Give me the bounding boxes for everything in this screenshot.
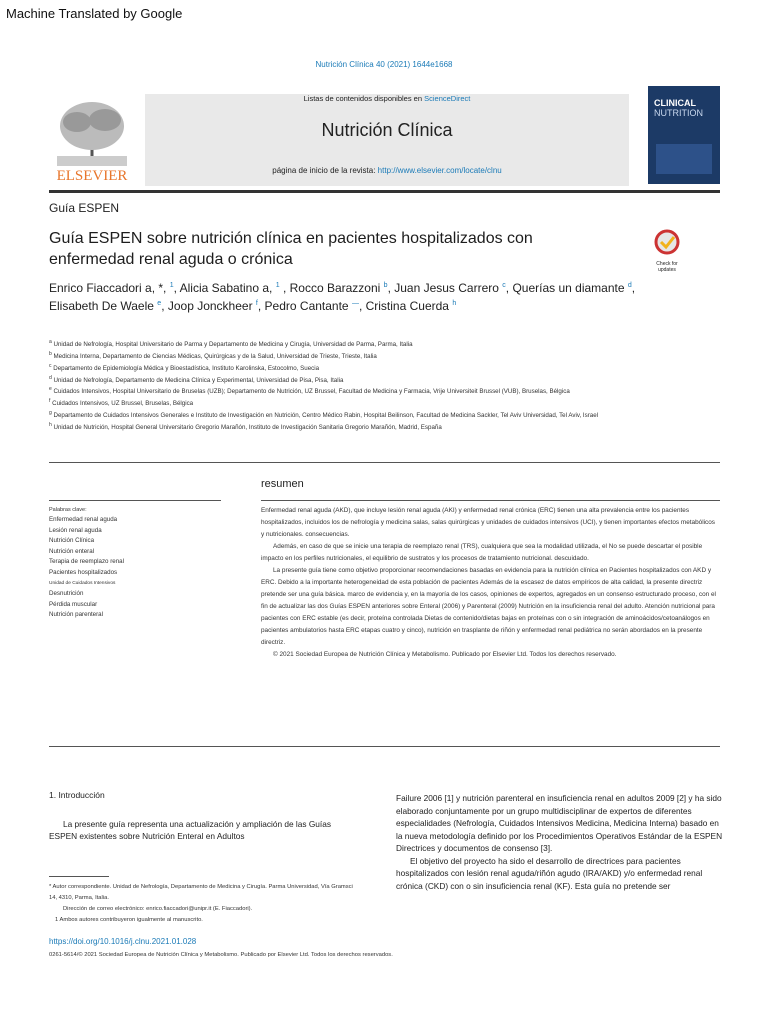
article-type: Guía ESPEN [49,201,120,215]
abstract-heading: resumen [261,478,304,490]
intro-paragraph: La presente guía representa una actualización y ampliación de las Guías ESPEN existentes sobre Nutrición Enteral en Adultos [49,819,331,841]
author-name: , Elisabeth De Waele [49,281,636,313]
doi-link[interactable]: https://doi.org/10.1016/j.clnu.2021.01.028 [49,937,197,946]
keyword-item: Nutrición enteral [49,547,95,555]
author-name: , Alicia Sabatino a, [173,281,276,295]
article-title: Guía ESPEN sobre nutrición clínica en pacientes hospitalizados con enfermedad renal aguda o crónica [49,230,533,268]
affiliation-label: f [49,398,51,405]
affiliation-text: Unidad de Nutrición, Hospital General Universitario Gregorio Marañón, Instituto de Investigación Sanitaria Gregorio Marañón, Madrid, España [51,424,442,432]
author-name: , Querías un diamante [505,281,628,295]
author-affiliation-ref[interactable]: e [157,300,162,307]
keyword-item: Desnutrición [49,590,84,598]
affiliation-label: a [49,339,52,345]
author-affiliation-ref[interactable]: h [452,300,457,307]
affiliation-item [49,409,689,421]
sciencedirect-link[interactable]: ScienceDirect [424,94,471,103]
author-name: , Cristina Cuerda [358,299,453,313]
body-paragraph: El objetivo del proyecto ha sido el desarrollo de directrices para pacientes hospitalizados con lesión renal aguda/riñón agudo (IRA/AKD) y/o enfermedad renal crónica (CKD) con o sin insuficiencia renal (KF). Esta guía no pretende ser [396,855,703,891]
abstract-rule [261,500,720,501]
journal-masthead [145,94,629,186]
author-list [49,278,649,314]
affiliation-text: Cuidados Intensivos, UZ Brussel, Bruselas, Bélgica [50,400,194,408]
author-affiliation-ref[interactable]: b [383,282,388,289]
abstract-end-rule [49,746,720,747]
affiliation-text: Departamento de Cuidados Intensivos Generales e Instituto de Investigación en Nutrición, Centro Médico Rabin, Hospital Beilinson, Facultad de Medicina Sackler, Tel Aviv Universidad, Tel Aviv, Israel [51,412,599,420]
affiliation-label: b [49,350,52,357]
affiliation-text: Unidad de Nefrología, Hospital Universitario de Parma y Departamento de Medicina y Cirugía, Universidad de Parma, Parma, Italia [51,341,413,349]
author-affiliation-ref[interactable]: d [627,282,632,289]
check-for-updates-icon[interactable]: Check for updates [647,228,687,268]
translation-note: Machine Translated by Google [6,6,183,21]
keyword-item: Pérdida muscular [49,600,98,608]
author-affiliation-ref[interactable]: c [502,282,506,289]
affiliation-item [49,362,689,374]
abstract-text [261,505,719,661]
keywords-title: Palabras clave: [49,507,87,513]
affiliation-label: g [49,410,52,417]
affiliation-item [49,421,689,433]
section-heading: 1. Introducción [49,790,105,800]
keyword-item: Terapia de reemplazo renal [49,558,124,566]
journal-cover: CLINICAL NUTRITION [648,86,720,184]
journal-name: Nutrición Clínica [321,120,453,140]
header-rule [49,190,720,193]
affiliation-label: d [49,374,52,381]
affiliation-item [49,350,689,362]
affiliation-label: h [49,422,52,429]
journal-citation[interactable]: Nutrición Clínica 40 (2021) 1644e1668 [315,60,453,69]
footnote-rule [49,876,109,877]
keyword-item: Pacientes hospitalizados [49,568,118,576]
author-affiliation-ref[interactable]: 1 [275,282,280,289]
author-name: , Joop Jonckheer [161,299,256,313]
affiliation-label: e [49,386,52,393]
abstract-paragraph: Además, en caso de que se inicie una terapia de reemplazo renal (TRS), cualquiera que sea la modalidad utilizada, el No se puede descartar el posible impacto en los perfiles nutricionales, el equilibrio de sustratos y los procesos de tratamiento nutricional. descuidado. [261,543,703,562]
author-name: , Pedro Cantante [257,299,352,313]
abstract-paragraph: Enfermedad renal aguda (AKD), que incluye lesión renal aguda (AKI) y enfermedad renal crónica (ERC) tienen una alta prevalencia entre los pacientes hospitalizados, incluidos los de nefrología y medicina salas, salas quirúrgicas y unidades de cuidados intensivos (UCI), y tienen importantes efectos metabólicos y nutricionales. consecuencias. [261,507,715,538]
abstract-paragraph: La presente guía tiene como objetivo proporcionar recomendaciones basadas en evidencia para la nutrición clínica en Pacientes hospitalizados con AKD y ERC. Debido a la importante heterogeneidad de esta población de pacientes Además de la escasez de datos empíricos de alta calidad, la presente directriz pretende ser una guía básica. marco de evidencia y, en la mayoría de los casos, opiniones de expertos, agregados en un consenso estructurado proceso, con el fin de actualizar las dos Guías ESPEN anteriores sobre Enteral (2006) y Parenteral (2009) Nutrición en la insuficiencia renal del adulto. Atención nutricional para pacientes con ERC estable (es decir, proteína controlada Dietas de contenido/dietas bajas en proteínas con o sin integración de aminoácidos/cetoanálogos en pacientes ambulatorios hasta ERC etapas cuatro y cinco), nutrición en trasplante de riñón y enfermedad renal pediátrica no serán abordados en la presente directriz. [261,567,716,646]
footnotes [49,882,359,926]
author-affiliation-ref[interactable]: 1 [169,282,174,289]
footnote: * Autor correspondiente. Unidad de Nefrología, Departamento de Medicina y Cirugía. Parma Universidad, Vía Gramsci 14, 4310, Parma, Italia. [49,884,353,901]
journal-homepage: página de inicio de la revista: http://www.elsevier.com/locate/clnu [272,166,502,175]
keyword-item: Nutrición Clínica [49,537,95,545]
footnote: 1 Ambos autores contribuyeron igualmente al manuscrito. [55,917,203,923]
keywords-list [49,515,124,621]
author-name: Enrico Fiaccadori a, *, [49,281,170,295]
keyword-item: Enfermedad renal aguda [49,516,118,523]
author-affiliation-ref[interactable]: — [351,300,359,307]
contents-available: Listas de contenidos disponibles en ScienceDirect [303,94,471,103]
keyword-item: Lesión renal aguda [49,526,102,534]
body-paragraph: Failure 2006 [1] y nutrición parenteral en insuficiencia renal en adultos 2009 [2] y ha sido elaborado conjuntamente por un grupo multidisciplinar de expertos de diferentes especialidades (Nefrología, Cuidados Intensivos Medicina, Medicina Interna) basado en la nueva metodología definido por los Procedimientos Operativos Estándar de la ESPEN Directrices y documentos de consenso [3]. [396,793,723,853]
right-column [396,792,726,892]
elsevier-wordmark: ELSEVIER [56,168,128,184]
elsevier-logo [47,94,137,186]
affiliation-item [49,397,689,409]
affiliation-item [49,385,689,397]
affiliation-label: c [49,362,52,369]
footnote-email: Dirección de correo electrónico: enrico.fiaccadori@unipr.it (E. Fiaccadori). [63,906,253,912]
author-affiliation-ref[interactable]: f [255,300,258,307]
affiliations [49,338,689,433]
keywords-rule [49,500,221,501]
affiliation-text: Cuidados Intensivos, Hospital Universitario de Bruselas (UZB); Departamento de Nutrición, UZ Brussel, Facultad de Medicina y Farmacia, Vrije Universiteit Brussel (VUB), Bruselas, Bélgica [51,388,570,396]
abstract-copyright: © 2021 Sociedad Europea de Nutrición Clínica y Metabolismo. Publicado por Elsevier Ltd. Todos los derechos reservado. [273,651,617,658]
keyword-item: Nutrición parenteral [49,611,103,619]
affil-rule [49,462,720,463]
homepage-link[interactable]: http://www.elsevier.com/locate/clnu [377,166,502,175]
affiliation-text: Medicina Interna, Departamento de Ciencias Médicas, Quirúrgicas y de la Salud, Universidad de Trieste, Trieste, Italia [51,352,377,360]
keyword-item: Unidad de Cuidados Intensivos [49,580,116,586]
author-name: , Rocco Barazzoni [279,281,384,295]
author-name: , Juan Jesus Carrero [387,281,503,295]
affiliation-text: Departamento de Epidemiología Médica y Bioestadística, Instituto Karolinska, Estocolmo, Suecia [51,364,320,372]
affiliation-item [49,338,689,350]
issn-copyright: 0261-5614/© 2021 Sociedad Europea de Nutrición Clínica y Metabolismo. Publicado por Elsevier Ltd. Todos los derechos reservados. [49,952,393,958]
affiliation-text: Unidad de Nefrología, Departamento de Medicina Clínica y Experimental, Universidad de Pisa, Pisa, Italia [51,376,344,384]
affiliation-item [49,374,689,386]
